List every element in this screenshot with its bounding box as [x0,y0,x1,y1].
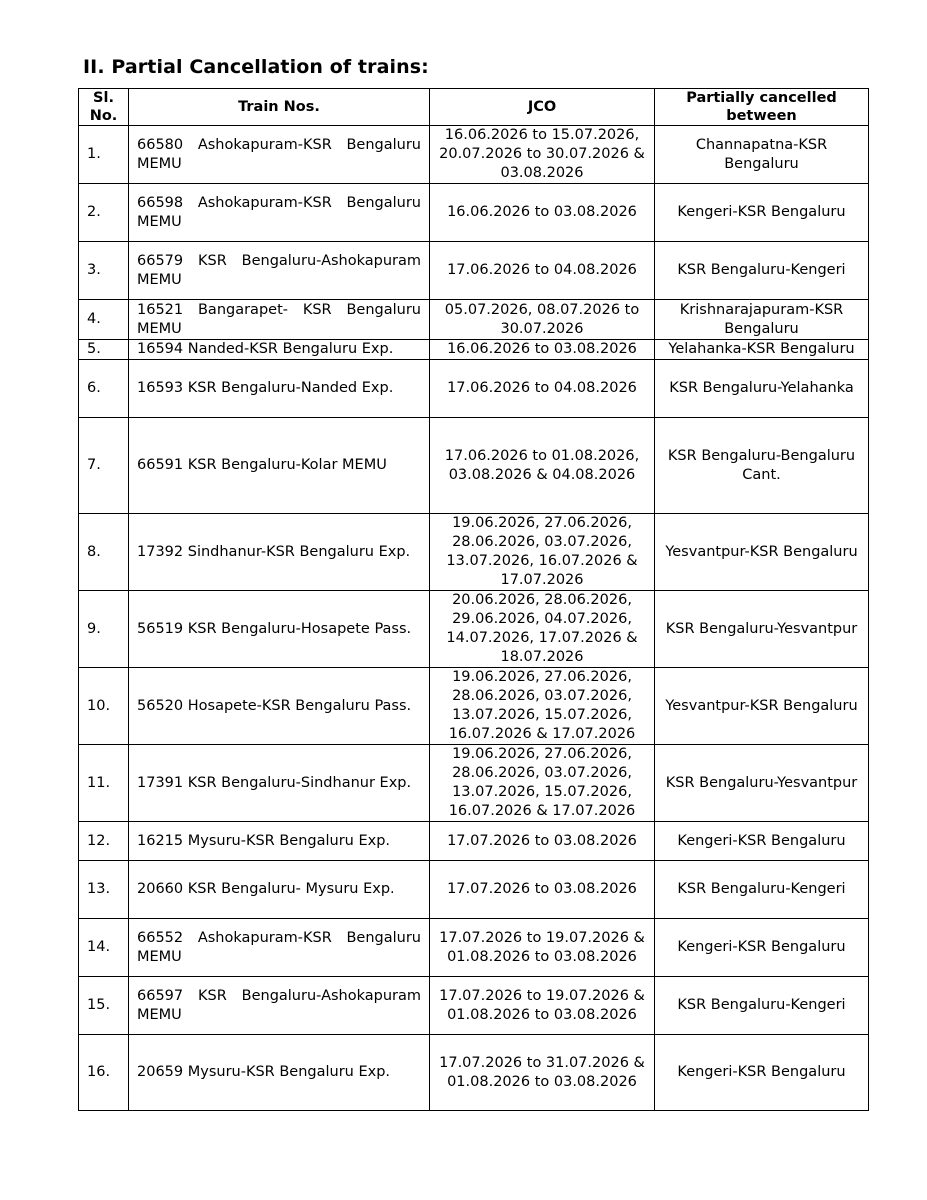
cell-jco: 17.06.2026 to 04.08.2026 [430,242,655,300]
header-sl-no: Sl. No. [79,89,129,126]
cell-partially-cancelled: Yelahanka-KSR Bengaluru [655,340,869,360]
cell-sl-no: 10. [79,668,129,745]
cell-sl-no: 11. [79,745,129,822]
cell-sl-no: 5. [79,340,129,360]
header-train-nos: Train Nos. [129,89,430,126]
table-body [79,126,869,1111]
table-row [79,977,869,1035]
cell-sl-no: 2. [79,184,129,242]
cell-train-nos: 66598 Ashokapuram-KSR Bengaluru MEMU [129,184,430,242]
table-row [79,184,869,242]
cell-jco: 19.06.2026, 27.06.2026, 28.06.2026, 03.07.2026, 13.07.2026, 15.07.2026, 16.07.2026 & 17.07.2026 [430,668,655,745]
cell-train-nos: 16215 Mysuru-KSR Bengaluru Exp. [129,822,430,861]
cell-sl-no: 14. [79,919,129,977]
cell-train-nos: 16594 Nanded-KSR Bengaluru Exp. [129,340,430,360]
table-row [79,822,869,861]
cell-sl-no: 4. [79,300,129,340]
table-row [79,360,869,418]
cell-train-nos: 66591 KSR Bengaluru-Kolar MEMU [129,418,430,514]
table-header-row [79,89,869,126]
cell-train-nos: 66579 KSR Bengaluru-Ashokapuram MEMU [129,242,430,300]
section-heading-colon: : [421,56,429,78]
cell-partially-cancelled: Kengeri-KSR Bengaluru [655,184,869,242]
cell-jco: 16.06.2026 to 03.08.2026 [430,340,655,360]
table-row [79,668,869,745]
cell-partially-cancelled: KSR Bengaluru-Yesvantpur [655,745,869,822]
cell-train-nos: 17392 Sindhanur-KSR Bengaluru Exp. [129,514,430,591]
cell-partially-cancelled: Krishnarajapuram-KSR Bengaluru [655,300,869,340]
cell-train-nos: 16521 Bangarapet- KSR Bengaluru MEMU [129,300,430,340]
section-heading [83,56,429,78]
table-row [79,919,869,977]
cell-jco: 05.07.2026, 08.07.2026 to 30.07.2026 [430,300,655,340]
cell-sl-no: 7. [79,418,129,514]
cell-sl-no: 12. [79,822,129,861]
cell-sl-no: 9. [79,591,129,668]
cell-partially-cancelled: Kengeri-KSR Bengaluru [655,822,869,861]
cell-jco: 19.06.2026, 27.06.2026, 28.06.2026, 03.07.2026, 13.07.2026, 16.07.2026 & 17.07.2026 [430,514,655,591]
table-row [79,418,869,514]
table-row [79,861,869,919]
cell-partially-cancelled: KSR Bengaluru-Bengaluru Cant. [655,418,869,514]
table-row [79,340,869,360]
cell-jco: 17.07.2026 to 03.08.2026 [430,861,655,919]
header-partially-cancelled: Partially cancelled between [655,89,869,126]
table-row [79,126,869,184]
table-row [79,1035,869,1111]
cell-train-nos: 20660 KSR Bengaluru- Mysuru Exp. [129,861,430,919]
cell-jco: 19.06.2026, 27.06.2026, 28.06.2026, 03.07.2026, 13.07.2026, 15.07.2026, 16.07.2026 & 17.07.2026 [430,745,655,822]
cell-sl-no: 3. [79,242,129,300]
table-row [79,242,869,300]
table-row [79,591,869,668]
cell-jco: 17.07.2026 to 19.07.2026 & 01.08.2026 to 03.08.2026 [430,977,655,1035]
cell-partially-cancelled: Channapatna-KSR Bengaluru [655,126,869,184]
cell-train-nos: 66580 Ashokapuram-KSR Bengaluru MEMU [129,126,430,184]
cell-train-nos: 17391 KSR Bengaluru-Sindhanur Exp. [129,745,430,822]
partial-cancellation-table [78,88,869,1111]
cell-train-nos: 20659 Mysuru-KSR Bengaluru Exp. [129,1035,430,1111]
cell-jco: 17.07.2026 to 31.07.2026 & 01.08.2026 to 03.08.2026 [430,1035,655,1111]
cell-train-nos: 56520 Hosapete-KSR Bengaluru Pass. [129,668,430,745]
cell-train-nos: 66552 Ashokapuram-KSR Bengaluru MEMU [129,919,430,977]
cell-jco: 16.06.2026 to 03.08.2026 [430,184,655,242]
section-heading-title: II. Partial Cancellation of trains [83,56,422,78]
cell-partially-cancelled: Kengeri-KSR Bengaluru [655,1035,869,1111]
cell-partially-cancelled: Kengeri-KSR Bengaluru [655,919,869,977]
table-row [79,745,869,822]
table-header [79,89,869,126]
table-row [79,300,869,340]
cell-sl-no: 15. [79,977,129,1035]
cell-jco: 17.06.2026 to 01.08.2026, 03.08.2026 & 04.08.2026 [430,418,655,514]
cell-jco: 16.06.2026 to 15.07.2026, 20.07.2026 to 30.07.2026 & 03.08.2026 [430,126,655,184]
cell-partially-cancelled: KSR Bengaluru-Kengeri [655,242,869,300]
cell-partially-cancelled: KSR Bengaluru-Kengeri [655,861,869,919]
cell-jco: 20.06.2026, 28.06.2026, 29.06.2026, 04.07.2026, 14.07.2026, 17.07.2026 & 18.07.2026 [430,591,655,668]
cell-partially-cancelled: KSR Bengaluru-Kengeri [655,977,869,1035]
cell-jco: 17.07.2026 to 19.07.2026 & 01.08.2026 to 03.08.2026 [430,919,655,977]
table-row [79,514,869,591]
cell-sl-no: 6. [79,360,129,418]
cell-sl-no: 16. [79,1035,129,1111]
cell-sl-no: 8. [79,514,129,591]
cell-sl-no: 13. [79,861,129,919]
cell-jco: 17.06.2026 to 04.08.2026 [430,360,655,418]
cell-partially-cancelled: KSR Bengaluru-Yesvantpur [655,591,869,668]
header-jco: JCO [430,89,655,126]
cell-partially-cancelled: KSR Bengaluru-Yelahanka [655,360,869,418]
cell-jco: 17.07.2026 to 03.08.2026 [430,822,655,861]
cell-partially-cancelled: Yesvantpur-KSR Bengaluru [655,668,869,745]
cell-partially-cancelled: Yesvantpur-KSR Bengaluru [655,514,869,591]
cell-train-nos: 56519 KSR Bengaluru-Hosapete Pass. [129,591,430,668]
cell-sl-no: 1. [79,126,129,184]
cell-train-nos: 66597 KSR Bengaluru-Ashokapuram MEMU [129,977,430,1035]
cell-train-nos: 16593 KSR Bengaluru-Nanded Exp. [129,360,430,418]
